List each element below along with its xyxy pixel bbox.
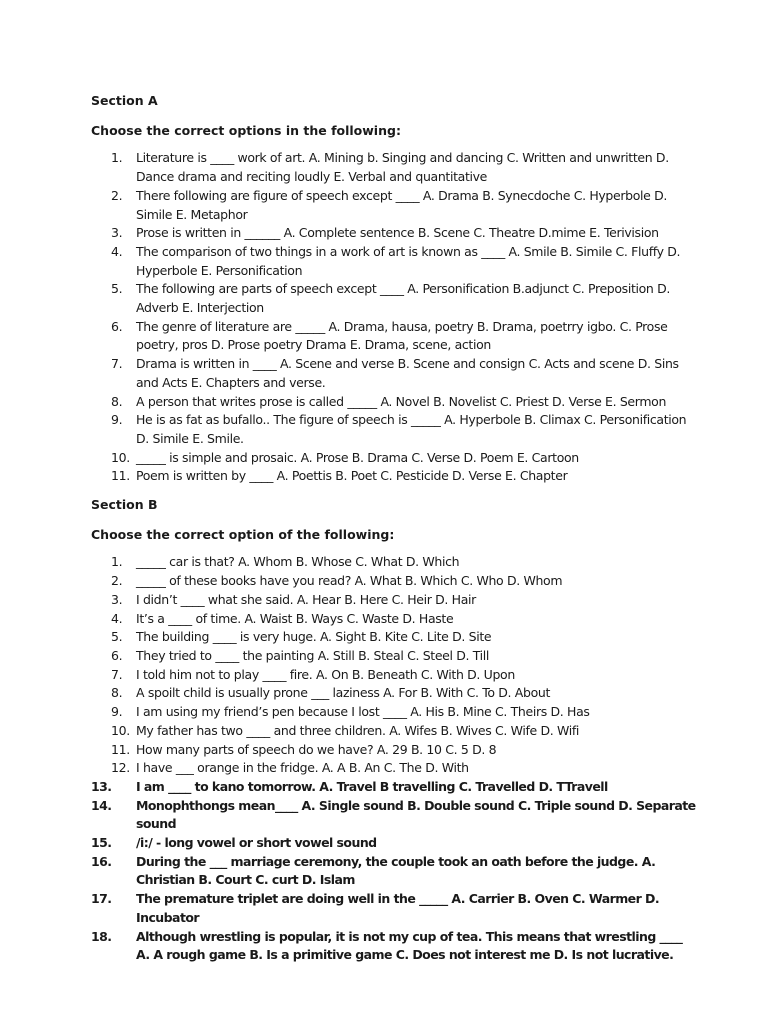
question-item [91, 890, 698, 927]
question-number: 5. [111, 629, 123, 645]
question-text: The following are parts of speech except ____ A. Personification B.adjunct C. Preposition D. Adverb E. Interjection [136, 281, 671, 316]
question-text: I told him not to play ____ fire. A. On B. Beneath C. With D. Upon [136, 666, 515, 682]
question-item [91, 318, 698, 355]
question-number: 7. [111, 356, 123, 372]
question-item [91, 797, 698, 834]
question-item [91, 722, 698, 741]
question-number: 3. [111, 225, 123, 241]
question-text: Prose is written in ______ A. Complete sentence B. Scene C. Theatre D.mime E. Terivision [136, 225, 659, 241]
question-item [91, 280, 698, 317]
question-item [91, 149, 698, 186]
question-item [91, 243, 698, 280]
question-text: Drama is written in ____ A. Scene and verse B. Scene and consign C. Acts and scene D. Sins and Acts E. Chapters and verse. [136, 356, 679, 390]
question-text: They tried to ____ the painting A. Still B. Steal C. Steel D. Till [136, 647, 490, 663]
question-text: How many parts of speech do we have? A. 29 B. 10 C. 5 D. 8 [136, 741, 497, 757]
question-number: 8. [111, 393, 123, 409]
question-item [91, 928, 698, 965]
question-text: Poem is written by ____ A. Poettis B. Poet C. Pesticide D. Verse E. Chapter [136, 468, 568, 484]
question-text: A person that writes prose is called _____ A. Novel B. Novelist C. Priest D. Verse E. Sermon [136, 393, 667, 409]
question-text: My father has two ____ and three children. A. Wifes B. Wives C. Wife D. Wifi [136, 722, 580, 738]
question-text: I am using my friend’s pen because I lost ____ A. His B. Mine C. Theirs D. Has [136, 704, 590, 720]
question-item [91, 393, 698, 412]
section-b-question-list [91, 553, 698, 964]
question-item [91, 187, 698, 224]
section-a-heading: Section A [91, 93, 158, 108]
question-number: 4. [111, 610, 123, 626]
question-item [91, 224, 698, 243]
question-text: Monophthongs mean____ A. Single sound B. Double sound C. Triple sound D. Separate sound [136, 797, 696, 832]
question-item [91, 703, 698, 722]
question-text: I have ___ orange in the fridge. A. A B. An C. The D. With [136, 760, 469, 776]
question-text: A spoilt child is usually prone ___ laziness A. For B. With C. To D. About [136, 685, 551, 701]
question-item [91, 449, 698, 468]
question-text: It’s a ____ of time. A. Waist B. Ways C. Waste D. Haste [136, 610, 454, 626]
question-item [91, 778, 698, 797]
question-number: 6. [111, 647, 123, 663]
question-number: 6. [111, 318, 123, 334]
question-number: 11. [111, 468, 130, 484]
question-item [91, 610, 698, 629]
question-number: 3. [111, 591, 123, 607]
question-item [91, 741, 698, 760]
question-text: The premature triplet are doing well in the _____ A. Carrier B. Oven C. Warmer D. Incubator [136, 891, 660, 925]
question-number: 7. [111, 666, 123, 682]
question-text: _____ of these books have you read? A. What B. Which C. Who D. Whom [136, 573, 563, 589]
question-item [91, 834, 698, 853]
question-number: 1. [111, 554, 123, 570]
question-text: The comparison of two things in a work of art is known as ____ A. Smile B. Simile C. Fluffy D. Hyperbole E. Personification [136, 243, 681, 278]
question-number: 17. [91, 891, 112, 907]
question-item [91, 467, 698, 486]
question-text: _____ is simple and prosaic. A. Prose B. Drama C. Verse D. Poem E. Cartoon [136, 449, 579, 465]
question-number: 11. [111, 741, 130, 757]
question-text: Although wrestling is popular, it is not my cup of tea. This means that wrestling ____ A. A rough game B. Is a primitive game C. Does not interest me D. Is not lucrative. [136, 928, 683, 963]
question-text: I am ____ to kano tomorrow. A. Travel B travelling C. Travelled D. TTravell [136, 778, 608, 794]
question-item [91, 553, 698, 572]
question-number: 5. [111, 281, 123, 297]
question-item [91, 647, 698, 666]
question-text: There following are figure of speech except ____ A. Drama B. Synecdoche C. Hyperbole D. Simile E. Metaphor [136, 187, 668, 222]
question-number: 10. [111, 722, 130, 738]
question-item [91, 666, 698, 685]
question-item [91, 355, 698, 392]
question-text: The building ____ is very huge. A. Sight B. Kite C. Lite D. Site [136, 629, 492, 645]
question-item [91, 628, 698, 647]
section-a-question-list [91, 149, 698, 486]
section-b-instruction: Choose the correct option of the following: [91, 526, 395, 542]
question-item [91, 759, 698, 778]
question-number: 9. [111, 412, 123, 428]
question-number: 13. [91, 778, 112, 794]
question-item [91, 591, 698, 610]
question-number: 14. [91, 797, 112, 813]
question-number: 2. [111, 573, 123, 589]
question-text: The genre of literature are _____ A. Drama, hausa, poetry B. Drama, poetrry igbo. C. Prose poetry, pros D. Prose poetry Drama E. Drama, scene, action [136, 318, 668, 353]
question-number: 1. [111, 150, 123, 166]
question-number: 8. [111, 685, 123, 701]
question-text: I didn’t ____ what she said. A. Hear B. Here C. Heir D. Hair [136, 591, 476, 607]
question-number: 9. [111, 704, 123, 720]
question-text: Literature is ____ work of art. A. Mining b. Singing and dancing C. Written and unwritten D. Dance drama and reciting loudly E. Verbal and quantitative [136, 150, 669, 185]
question-item [91, 411, 698, 448]
section-b-heading: Section B [91, 497, 158, 513]
question-number: 18. [91, 928, 112, 944]
question-text: _____ car is that? A. Whom B. Whose C. What D. Which [136, 554, 460, 570]
question-item [91, 853, 698, 890]
question-number: 10. [111, 449, 130, 465]
question-text: During the ___ marriage ceremony, the couple took an oath before the judge. A. Christian B. Court C. curt D. Islam [136, 853, 656, 888]
question-text: /i:/ - long vowel or short vowel sound [136, 835, 377, 851]
question-item [91, 684, 698, 703]
question-item [91, 572, 698, 591]
question-number: 16. [91, 853, 112, 869]
question-number: 2. [111, 187, 123, 203]
question-number: 15. [91, 835, 112, 851]
question-text: He is as fat as bufallo.. The figure of speech is _____ A. Hyperbole B. Climax C. Personification D. Simile E. Smile. [136, 412, 687, 446]
section-a-instruction: Choose the correct options in the following: [91, 122, 401, 138]
question-number: 4. [111, 243, 123, 259]
question-number: 12. [111, 760, 130, 776]
